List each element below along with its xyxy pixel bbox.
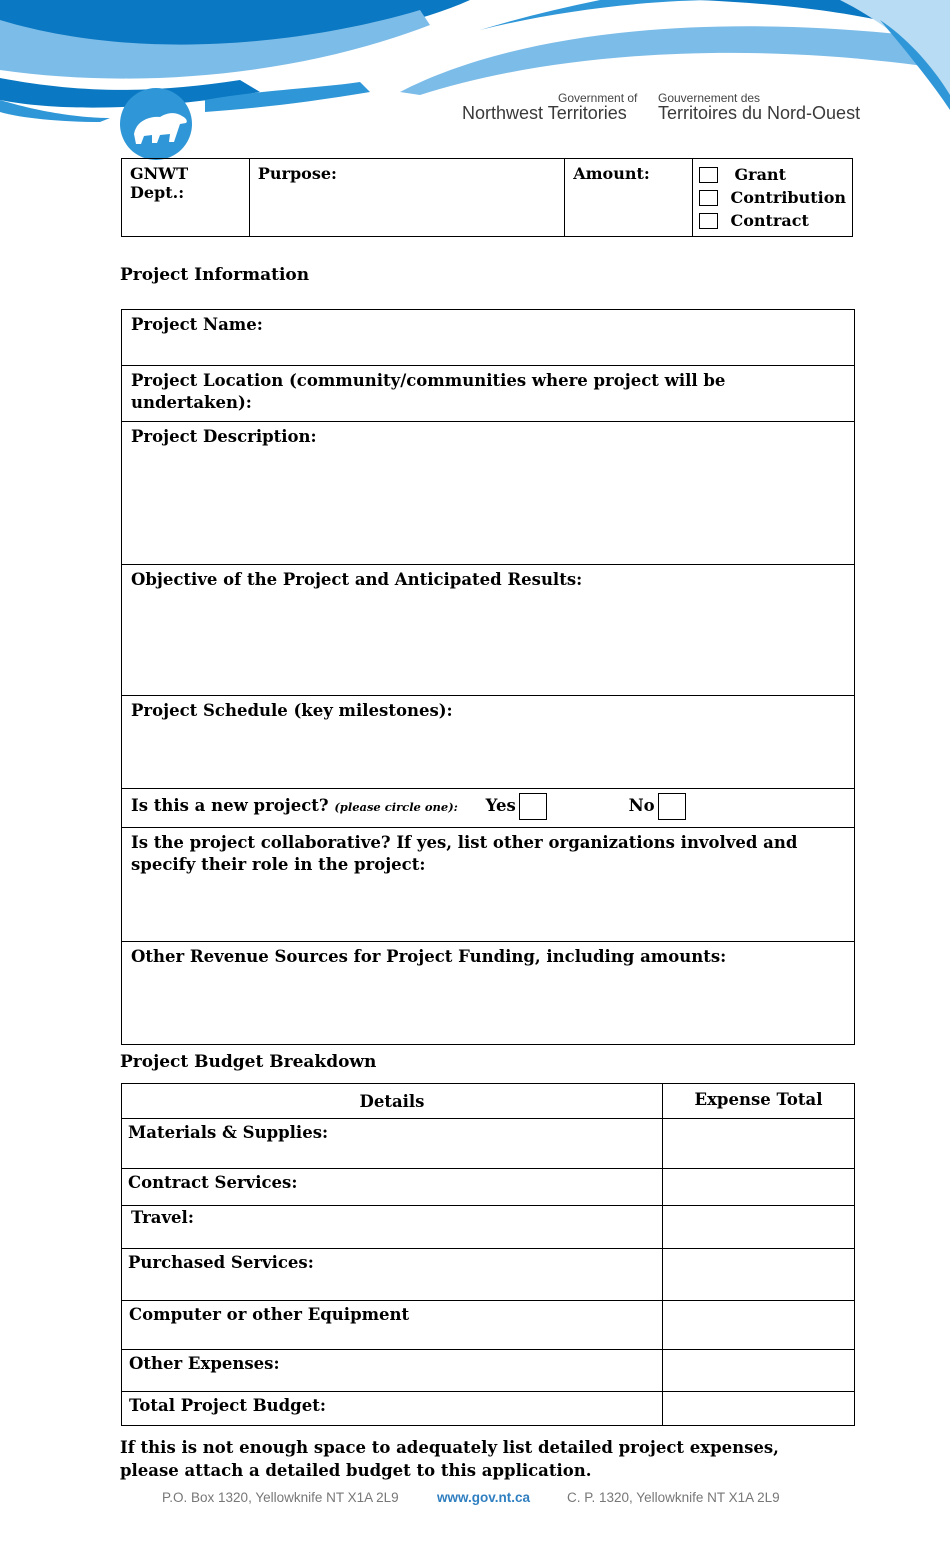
materials-total-cell[interactable] [663, 1119, 855, 1169]
budget-note: If this is not enough space to adequately list detailed project expenses, please attach a detailed budget to this application. [120, 1438, 779, 1480]
budget-table [121, 1083, 855, 1426]
contract-checkbox[interactable] [699, 213, 718, 229]
footer-address-fr: C. P. 1320, Yellowknife NT X1A 2L9 [567, 1490, 780, 1505]
project-name-row[interactable]: Project Name: [122, 310, 854, 366]
other-expenses-label: Other Expenses: [122, 1350, 663, 1392]
polar-bear-icon [130, 108, 190, 148]
funding-header-table [121, 158, 853, 237]
project-information-title: Project Information [120, 265, 310, 285]
total-budget-cell[interactable] [663, 1392, 855, 1426]
purpose-cell[interactable]: Purpose: [249, 159, 564, 237]
yes-checkbox[interactable] [519, 793, 547, 820]
contribution-option[interactable]: Contribution [699, 186, 846, 209]
footer-website-link[interactable]: www.gov.nt.ca [437, 1490, 531, 1505]
table-row [122, 1350, 855, 1392]
purchased-services-total-cell[interactable] [663, 1249, 855, 1301]
equipment-label: Computer or other Equipment [122, 1301, 663, 1350]
materials-label: Materials & Supplies: [122, 1119, 663, 1169]
travel-total-cell[interactable] [663, 1206, 855, 1249]
total-budget-label: Total Project Budget: [122, 1392, 663, 1426]
project-location-row[interactable]: Project Location (community/communities where project will be undertaken): [122, 366, 854, 422]
new-project-row: Is this a new project? (please circle one): Yes No [122, 789, 854, 828]
table-row [122, 1206, 855, 1249]
project-information-table [121, 309, 855, 1045]
table-row [122, 1249, 855, 1301]
gov-en-small: Government of [558, 91, 638, 105]
gov-name-fr-big: Territoires du Nord-Ouest [658, 103, 861, 123]
gov-name-en-big: Northwest Territories [462, 103, 627, 123]
purchased-services-label: Purchased Services: [122, 1249, 663, 1301]
gnwt-dept-cell[interactable]: GNWT Dept.: [122, 159, 250, 237]
collaborative-row[interactable]: Is the project collaborative? If yes, list other organizations involved and specify their role in the project: [122, 828, 854, 942]
grant-option[interactable]: Grant [699, 163, 846, 186]
table-row [122, 1392, 855, 1426]
project-objective-row[interactable]: Objective of the Project and Anticipated Results: [122, 565, 854, 696]
contract-option[interactable]: Contract [699, 209, 846, 232]
no-checkbox[interactable] [658, 793, 686, 820]
footer-address-en: P.O. Box 1320, Yellowknife NT X1A 2L9 [162, 1490, 399, 1505]
travel-label: Travel: [122, 1206, 663, 1249]
expense-total-header: Expense Total [663, 1084, 855, 1119]
contract-services-total-cell[interactable] [663, 1169, 855, 1206]
contract-services-label: Contract Services: [122, 1169, 663, 1206]
table-row [122, 1169, 855, 1206]
other-expenses-total-cell[interactable] [663, 1350, 855, 1392]
project-description-row[interactable]: Project Description: [122, 422, 854, 565]
project-schedule-row[interactable]: Project Schedule (key milestones): [122, 696, 854, 789]
equipment-total-cell[interactable] [663, 1301, 855, 1350]
contribution-checkbox[interactable] [699, 190, 718, 206]
funding-type-cell [693, 159, 853, 237]
other-revenue-row[interactable]: Other Revenue Sources for Project Funding, including amounts: [131, 947, 727, 966]
table-row [122, 1119, 855, 1169]
details-header: Details [122, 1084, 663, 1119]
amount-cell[interactable]: Amount: [565, 159, 693, 237]
table-row [122, 1301, 855, 1350]
grant-checkbox[interactable] [699, 167, 718, 183]
gov-name-fr: Gouvernement des [658, 91, 761, 105]
budget-title: Project Budget Breakdown [120, 1052, 377, 1072]
table-header-row [122, 1084, 855, 1119]
